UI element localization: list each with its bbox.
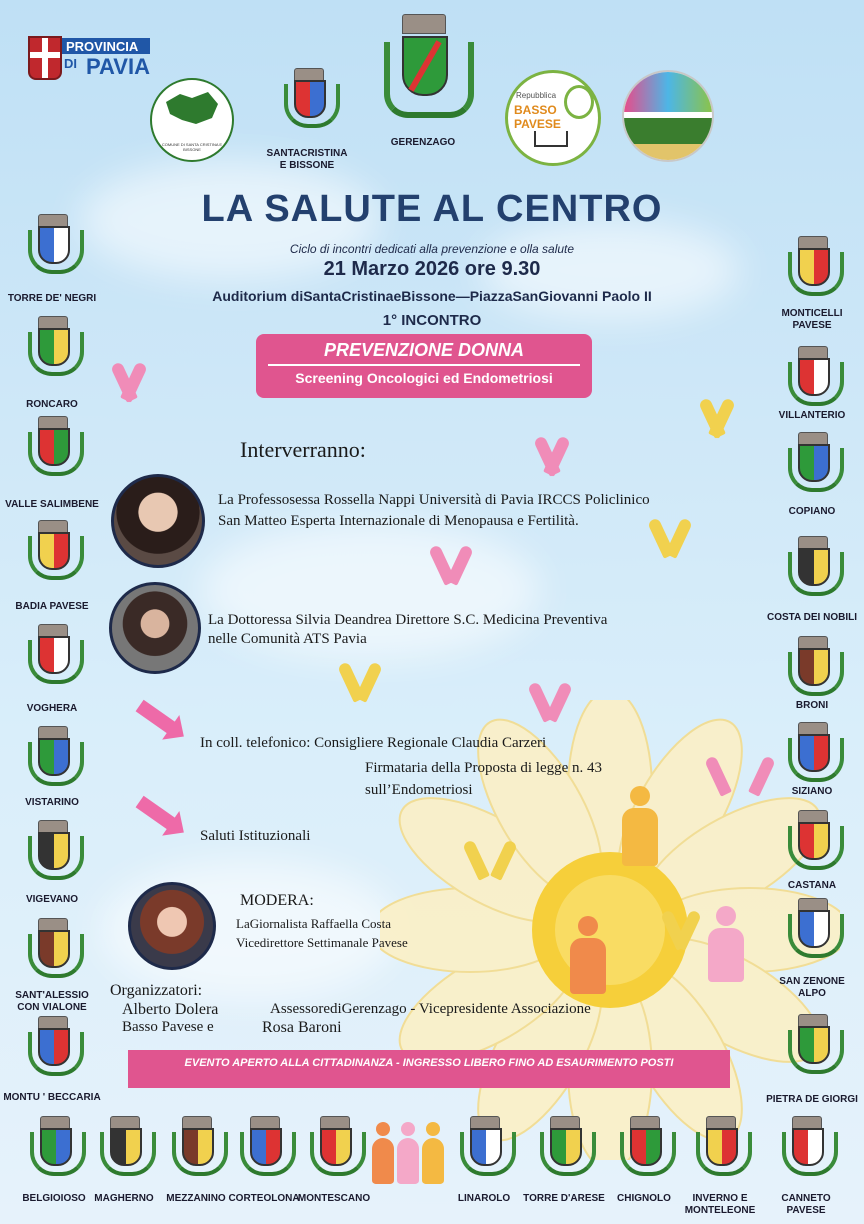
town-crest-icon [784,632,840,698]
provincia-name: PAVIA [86,54,150,79]
gold-ribbon-icon [345,662,375,708]
speaker2-photo [109,582,201,674]
speaker1-text: La Professosessa Rossella Nappi Università di Pavia IRCCS Policlinico San Matteo Esperta Internazionale di Menopausa e Fertilità. [218,492,650,529]
basso-pavese-logo [505,70,601,166]
town-label: TORRE D'ARESE [523,1193,605,1204]
provincia-di: DI [64,56,77,71]
pink-ribbon-icon [541,436,563,476]
arrow-icon [136,796,177,830]
event-meeting: 1° INCONTRO [382,312,482,329]
modera-label: MODERA: [240,892,314,909]
town-label: COSTA DEI NOBILI [767,612,857,623]
town-label: TORRE DE' NEGRI [7,293,97,304]
provincia-crest-icon [28,36,62,80]
org-role1: Basso Pavese e [122,1019,214,1035]
banner-subtitle: Screening Oncologici ed Endometriosi [295,370,553,386]
town-label: VOGHERA [26,703,78,714]
town-crest-icon [236,1112,292,1178]
pink-ribbon-icon [535,682,565,730]
gold-ribbon-icon [470,840,510,912]
town-crest-icon [306,1112,362,1178]
town-label: BRONI [795,700,829,711]
people-group-icon [372,1122,444,1186]
town-label: COPIANO [788,506,836,517]
town-label: RONCARO [26,399,78,410]
house-icon [534,131,568,147]
footer-banner-text: EVENTO APERTO ALLA CITTADINANZA - INGRESSO LIBERO FINO AD ESAURIMENTO POSTI [184,1057,674,1069]
town-crest-icon [784,232,840,298]
pink-ribbon-icon [118,362,140,402]
phone-line3: sull’Endometriosi [365,782,473,798]
town-crest-icon [24,816,80,882]
greetings: Saluti Istituzionali [200,828,311,844]
town-crest-icon [784,532,840,598]
event-subtitle: Ciclo di incontri dedicati alla prevenzione e olla salute [289,242,575,256]
town-crest-icon [784,1010,840,1076]
speaker2-text: La Dottoressa Silvia Deandrea Direttore S.C. Medicina Preventiva nelle Comunità ATS Pavia [208,612,608,647]
town-label: MONTICELLI PAVESE [781,308,843,331]
event-venue: Auditorium diSantaCristinaeBissone—PiazzaSanGiovanni Paolo II [212,288,652,304]
town-label: MONTESCANO [297,1193,371,1204]
arrow-icon [136,700,177,734]
town-label: SIZIANO [791,786,833,797]
pink-ribbon-icon [712,756,768,846]
town-label: BELGIOIOSO [22,1193,86,1204]
map-icon [152,80,232,140]
prevention-banner [256,334,592,398]
town-crest-icon [24,412,80,478]
town-crest-icon [784,428,840,494]
town-label: VISTARINO [25,797,79,808]
town-crest-icon [96,1112,152,1178]
town-label: PIETRA DE GIORGI [766,1094,858,1105]
town-crest-icon [784,894,840,960]
town-label: MONTU ' BECCARIA [3,1092,101,1103]
provincia-top: PROVINCIA [66,39,139,54]
person-icon [620,786,660,866]
phone-line1: In coll. telefonico: Consigliere Regionale Claudia Carzeri [200,735,547,751]
town-label: VILLANTERIO [778,410,846,421]
tree-icon [564,85,594,119]
town-label: CANNETO PAVESE [781,1193,831,1216]
map-logo [150,78,234,162]
town-label: LINAROLO [457,1193,511,1204]
town-label: VALLE SALIMBENE [5,499,99,510]
town-crest-icon [784,342,840,408]
map-logo-caption: COMUNE DI SANTA CRISTINA E BISSONE [161,142,223,152]
town-label: SAN ZENONE ALPO [779,976,845,999]
basso-pavese-text: BASSO PAVESE [514,103,561,131]
town-crest-icon [24,210,80,276]
crest-gerenzago [380,14,466,132]
valle-logo [622,70,714,162]
town-crest-icon [26,1112,82,1178]
moderator-line2: Vicedirettore Settimanale Pavese [236,935,408,950]
town-crest-icon [168,1112,224,1178]
organizers-label: Organizzatori: [110,982,203,999]
interverranno-label: Interverranno: [240,437,366,462]
town-crest-icon [784,718,840,784]
town-crest-icon [784,806,840,872]
basso-pavese-republic: Repubblica [516,91,557,100]
gold-ribbon-icon [706,398,728,438]
town-label-gerenzago: GERENZAGO [390,137,456,148]
town-crest-icon [456,1112,512,1178]
moderator-line1: LaGiornalista Raffaella Costa [236,916,391,931]
gold-ribbon-icon [655,518,685,568]
town-crest-icon [24,312,80,378]
town-crest-icon [778,1112,834,1178]
moderator-photo [128,882,216,970]
org-name1: Alberto Dolera [122,1001,219,1018]
town-label: MAGHERNO [94,1193,154,1204]
town-crest-icon [24,1012,80,1078]
town-crest-icon [24,516,80,582]
town-crest-icon [24,722,80,788]
speaker1-photo [111,474,205,568]
footer-banner [128,1050,730,1088]
town-label-santacristina: SANTACRISTINA E BISSONE [266,148,348,171]
phone-line2: Firmataria della Proposta di legge n. 43 [365,760,603,776]
town-label: VIGEVANO [25,894,79,905]
town-crest-icon [692,1112,748,1178]
town-crest-icon [24,620,80,686]
town-crest-icon [536,1112,592,1178]
crest-santacristina [280,64,336,142]
town-label: MEZZANINO [166,1193,226,1204]
person-icon [708,906,744,982]
town-label: SANT'ALESSIO CON VIALONE [15,990,89,1013]
pink-ribbon-icon [436,545,466,595]
town-label: CORTEOLONA [228,1193,300,1204]
town-crest-icon [616,1112,672,1178]
town-crest-icon [24,914,80,980]
town-label: CHIGNOLO [617,1193,671,1204]
banner-title: PREVENZIONE DONNA [323,340,525,360]
org-name2: Rosa Baroni [262,1019,342,1036]
provincia-logo [28,20,153,80]
person-icon [570,916,606,994]
event-date: 21 Marzo 2026 ore 9.30 [323,258,541,280]
org-role2: AssessorediGerenzago - Vicepresidente Associazione [270,1001,591,1017]
event-title: LA SALUTE AL CENTRO [201,188,663,230]
gold-ribbon-icon [668,910,694,958]
town-label: BADIA PAVESE [15,601,89,612]
town-label: INVERNO E MONTELEONE [684,1193,756,1216]
town-label: CASTANA [787,880,837,891]
